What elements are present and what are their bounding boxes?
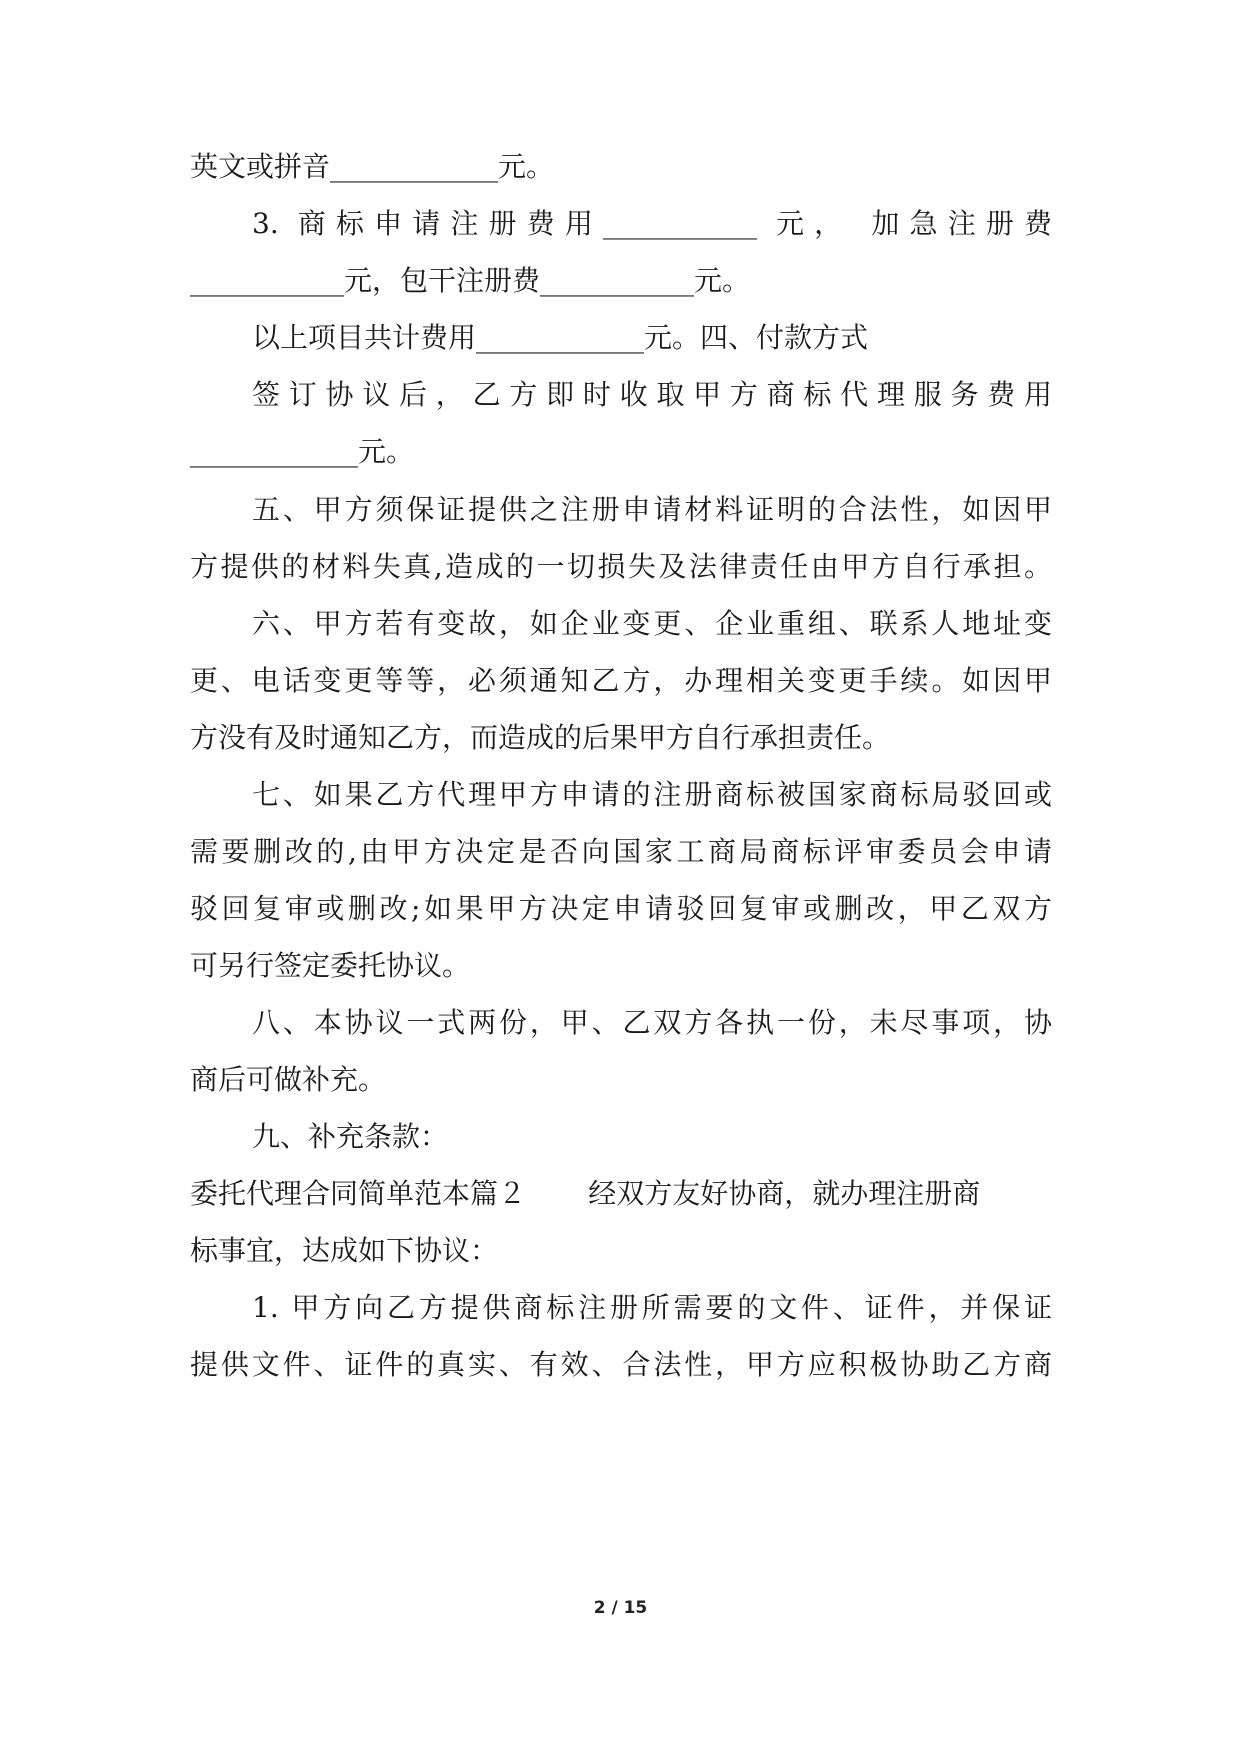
text-line-3: ___________元，包干注册费___________元。 <box>190 264 751 297</box>
text-line-22: 提供文件、证件的真实、有效、合法性，甲方应积极协助乙方商 <box>190 1348 1052 1381</box>
text-line-14: 驳回复审或删改;如果甲方决定申请驳回复审或删改，甲乙双方 <box>190 892 1052 925</box>
text-line-9: 六、甲方若有变故，如企业变更、企业重组、联系人地址变 <box>252 607 1052 640</box>
text-line-10: 更、电话变更等等，必须通知乙方，办理相关变更手续。如因甲 <box>190 664 1052 697</box>
text-line-21: 1. 甲方向乙方提供商标注册所需要的文件、证件，并保证 <box>252 1291 1052 1324</box>
text-line-17: 商后可做补充。 <box>190 1063 387 1096</box>
text-line-4: 以上项目共计费用____________元。四、付款方式 <box>252 321 869 354</box>
text-line-20: 标事宜，达成如下协议： <box>190 1234 499 1267</box>
text-line-11: 方没有及时通知乙方，而造成的后果甲方自行承担责任。 <box>190 721 891 754</box>
text-line-2: 3. 商标申请注册费用___________ 元， 加急注册费 <box>252 207 1052 240</box>
page-number: 2 / 15 <box>593 1598 648 1618</box>
text-line-16: 八、本协议一式两份，甲、乙双方各执一份，未尽事项，协 <box>252 1006 1052 1039</box>
text-line-6: ____________元。 <box>190 435 415 468</box>
text-line-13: 需要删改的,由甲方决定是否向国家工商局商标评审委员会申请 <box>190 835 1052 868</box>
text-line-7: 五、甲方须保证提供之注册申请材料证明的合法性，如因甲 <box>252 493 1052 526</box>
text-line-15: 可另行签定委托协议。 <box>190 949 471 982</box>
text-line-12: 七、如果乙方代理甲方申请的注册商标被国家商标局驳回或 <box>252 778 1052 811</box>
text-line-5: 签订协议后，乙方即时收取甲方商标代理服务费用 <box>252 378 1052 411</box>
text-line-1: 英文或拼音____________元。 <box>190 150 555 183</box>
text-line-19: 委托代理合同简单范本篇２ 经双方友好协商，就办理注册商 <box>190 1177 981 1210</box>
text-line-18: 九、补充条款： <box>252 1120 449 1153</box>
text-line-8: 方提供的材料失真,造成的一切损失及法律责任由甲方自行承担。 <box>190 550 1052 583</box>
